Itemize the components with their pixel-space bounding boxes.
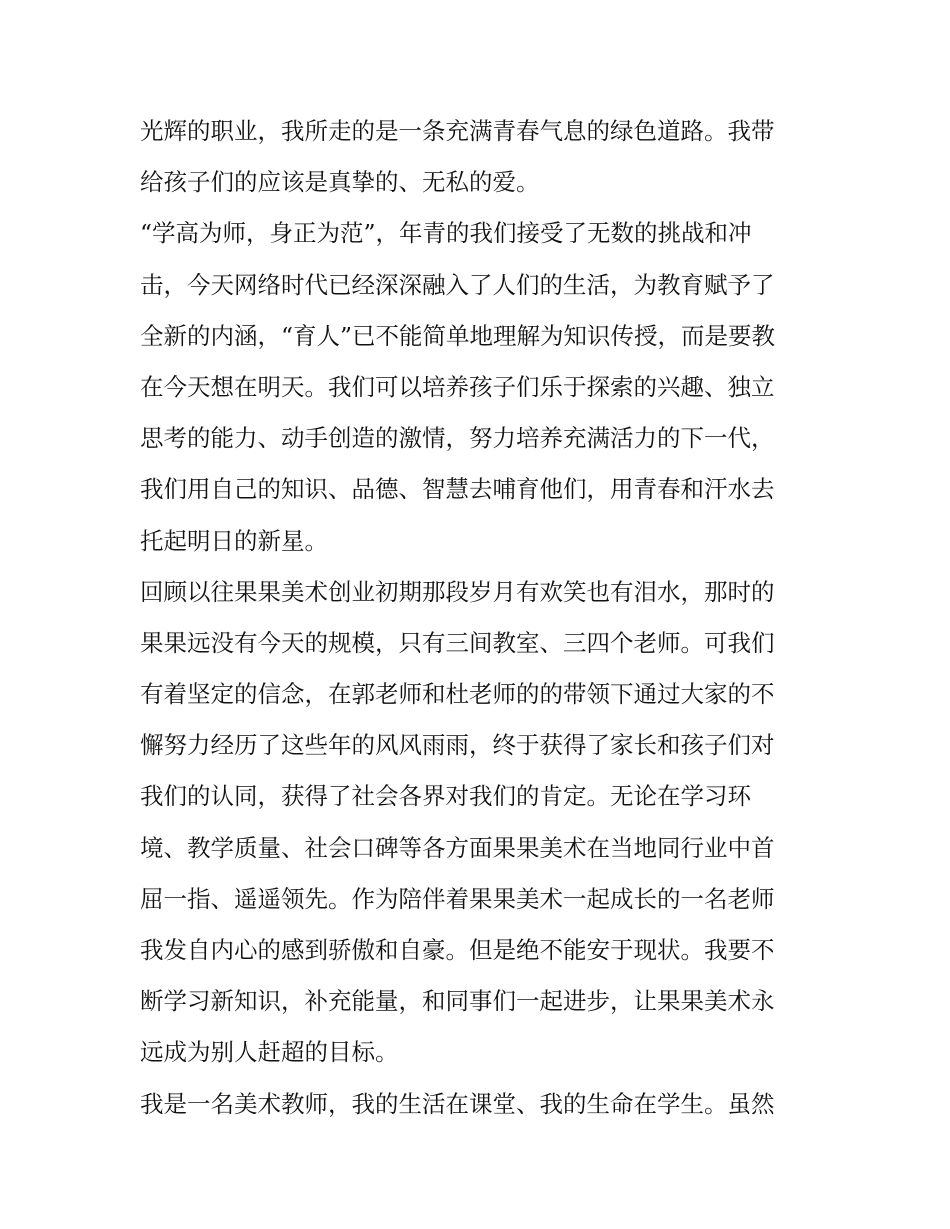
text-line: 有着坚定的信念，在郭老师和杜老师的的带领下通过大家的不: [140, 680, 775, 709]
text-line: 断学习新知识，补充能量，和同事们一起进步，让果果美术永: [140, 987, 775, 1016]
text-line: 远成为别人赶超的目标。: [140, 1038, 399, 1067]
text-line: 击，今天网络时代已经深深融入了人们的生活，为教育赋予了: [140, 270, 775, 299]
text-line: 给孩子们的应该是真挚的、无私的爱。: [140, 168, 540, 197]
text-line: 屈一指、遥遥领先。作为陪伴着果果美术一起成长的一名老师: [140, 884, 775, 913]
text-line: 我们用自己的知识、品德、智慧去哺育他们，用青春和汗水去: [140, 475, 775, 504]
text-line: 我是一名美术教师，我的生活在课堂、我的生命在学生。虽然: [140, 1089, 775, 1118]
text-line: “学高为师，身正为范”，年青的我们接受了无数的挑战和冲: [140, 219, 752, 248]
text-line: 全新的内涵，“育人”已不能简单地理解为知识传授，而是要教: [140, 321, 776, 350]
text-line: 果果远没有今天的规模，只有三间教室、三四个老师。可我们: [140, 628, 775, 657]
body-text: [140, 106, 820, 1130]
text-line: 境、教学质量、社会口碑等各方面果果美术在当地同行业中首: [140, 833, 775, 862]
text-line: 回顾以往果果美术创业初期那段岁月有欢笑也有泪水，那时的: [140, 577, 775, 606]
text-line: 光辉的职业，我所走的是一条充满青春气息的绿色道路。我带: [140, 117, 775, 145]
text-line: 懈努力经历了这些年的风风雨雨，终于获得了家长和孩子们对: [140, 731, 775, 760]
text-line: 思考的能力、动手创造的激情，努力培养充满活力的下一代，: [140, 424, 775, 453]
text-line: 托起明日的新星。: [140, 526, 328, 555]
text-line: 我发自内心的感到骄傲和自豪。但是绝不能安于现状。我要不: [140, 936, 775, 964]
text-line: 在今天想在明天。我们可以培养孩子们乐于探索的兴趣、独立: [140, 372, 775, 401]
text-line: 我们的认同，获得了社会各界对我们的肯定。无论在学习环: [140, 782, 751, 811]
